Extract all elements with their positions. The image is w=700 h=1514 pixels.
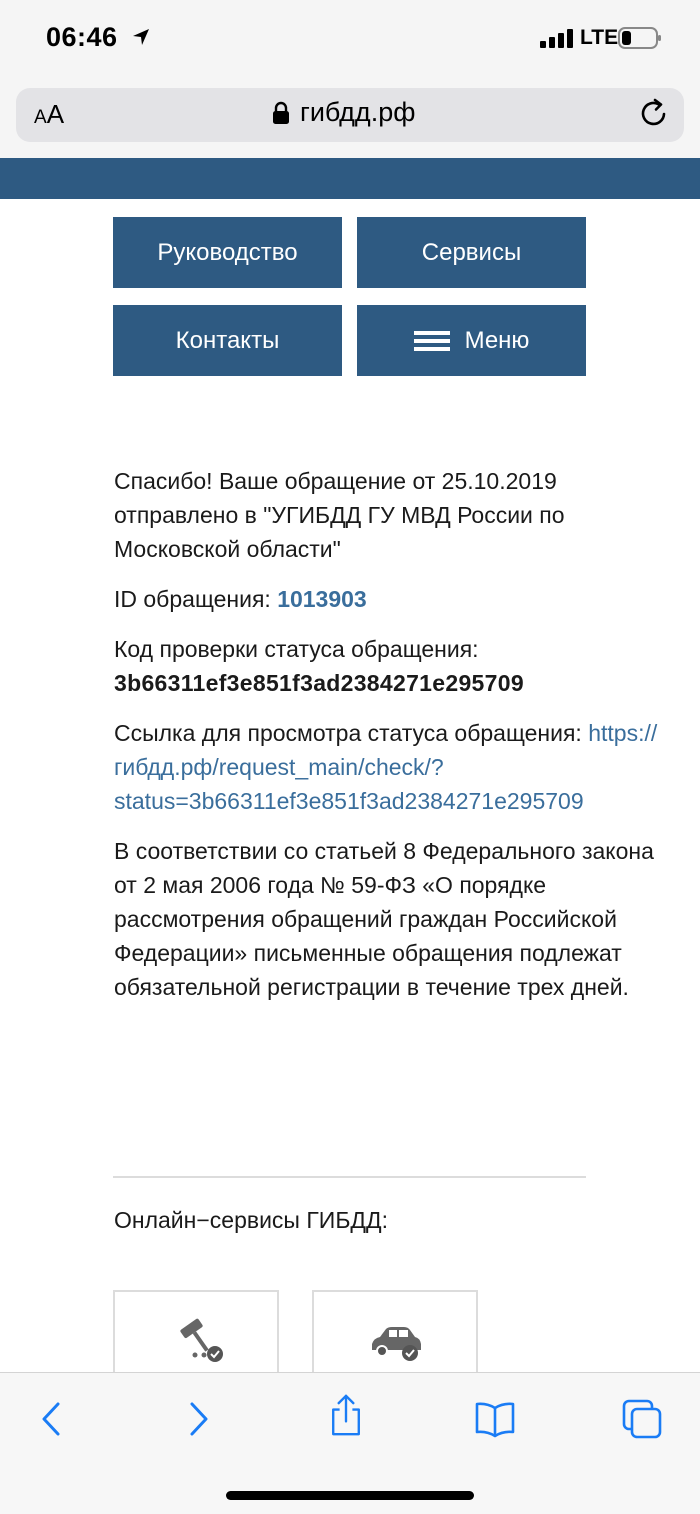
- status-link-block: [114, 716, 674, 818]
- nav-services-label: Сервисы: [421, 238, 522, 266]
- status-link-label: Ссылка для просмотра статуса обращения:: [114, 720, 589, 746]
- nav-contacts-label: Контакты: [175, 326, 280, 354]
- request-confirmation: [114, 464, 674, 1020]
- gavel-check-icon: [169, 1318, 225, 1364]
- nav-guide-button[interactable]: [113, 217, 342, 288]
- tabs-icon[interactable]: [620, 1398, 664, 1440]
- status-time: 06:46: [46, 22, 118, 52]
- section-divider: [113, 1176, 586, 1178]
- request-id-label: ID обращения:: [114, 586, 278, 612]
- online-services-title: Онлайн−сервисы ГИБДД:: [114, 1207, 388, 1233]
- lock-icon: [272, 101, 290, 125]
- thanks-message: Спасибо! Ваше обращение от 25.10.2019 отправлено в "УГИБДД ГУ МВД России по Московской области": [114, 468, 565, 562]
- home-indicator: [226, 1491, 474, 1500]
- nav-guide-label: Руководство: [157, 238, 298, 266]
- bookmarks-icon[interactable]: [473, 1398, 517, 1440]
- status-link[interactable]: https:// гибдд.рф/request_main/check/? status=3b66311ef3e851f3ad2384271e295709: [114, 720, 658, 814]
- nav-contacts-button[interactable]: [113, 305, 342, 376]
- battery-icon: [618, 27, 662, 49]
- status-code-block: [114, 632, 674, 700]
- status-code-value: 3b66311ef3e851f3ad2384271e295709: [114, 670, 524, 696]
- request-id-line: [114, 582, 674, 616]
- car-check-icon: [368, 1318, 424, 1364]
- network-type: LTE: [580, 26, 619, 49]
- back-icon[interactable]: [30, 1398, 74, 1440]
- nav-menu-button[interactable]: [357, 305, 586, 376]
- hamburger-icon: [414, 331, 450, 351]
- location-arrow-icon: [132, 28, 150, 46]
- nav-menu-label: Меню: [464, 326, 530, 354]
- url-text[interactable]: гибдд.рф: [300, 97, 416, 127]
- request-id-value: 1013903: [277, 586, 367, 612]
- law-notice: В соответствии со статьей 8 Федерального закона от 2 мая 2006 года № 59-ФЗ «О порядке рассмотрения обращений граждан Российской Федерации» письменные обращения подлежат обязательной регистрации в течение трех дней.: [114, 838, 654, 1000]
- share-icon[interactable]: [324, 1394, 368, 1436]
- status-code-label: Код проверки статуса обращения:: [114, 636, 479, 662]
- nav-services-button[interactable]: [357, 217, 586, 288]
- forward-icon[interactable]: [176, 1398, 220, 1440]
- site-header-band: [0, 158, 700, 199]
- text-size-button[interactable]: AA: [34, 99, 65, 129]
- cellular-signal-icon: [540, 28, 576, 48]
- reload-icon[interactable]: [638, 96, 670, 130]
